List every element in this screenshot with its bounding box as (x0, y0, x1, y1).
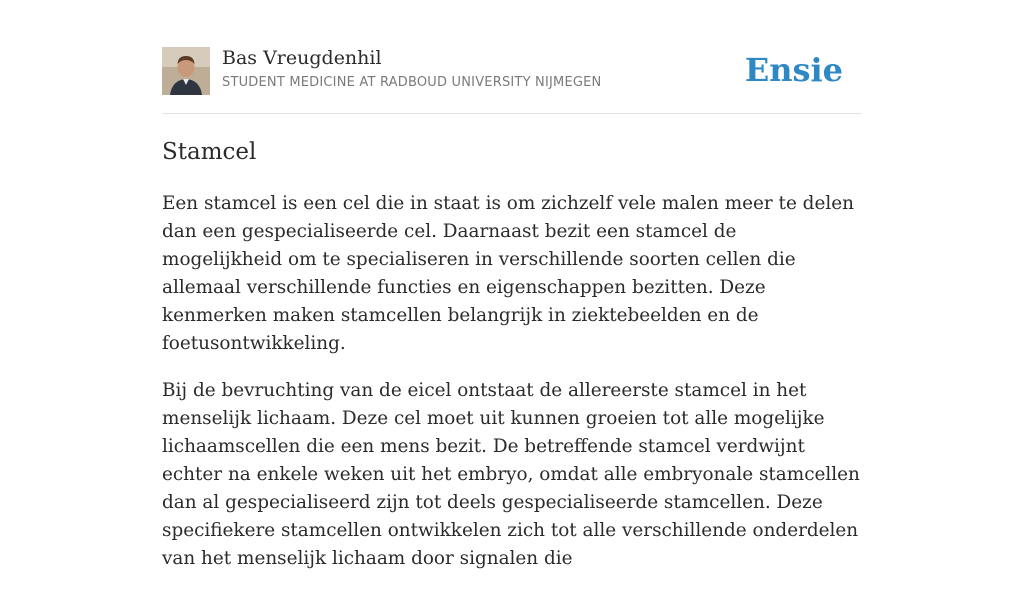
author-role: STUDENT MEDICINE AT RADBOUD UNIVERSITY NIJMEGEN (222, 75, 602, 90)
article-body (162, 190, 862, 592)
author-avatar[interactable] (162, 47, 210, 95)
author-name[interactable]: Bas Vreugdenhil (222, 47, 382, 69)
article-title: Stamcel (162, 139, 257, 165)
article-paragraph: Bij de bevruchting van de eicel ontstaat de allereerste stamcel in het menselijk lichaam. Deze cel moet uit kunnen groeien tot alle mogelijke lichaamscellen die een mens bezit. De betreffende stamcel verdwijnt echter na enkele weken uit het embryo, omdat alle embryonale stamcellen dan al gespecialiseerd zijn tot deels gespecialiseerde stamcellen. Deze specifiekere stamcellen ontwikkelen zich tot alle verschillende onderdelen van het menselijk lichaam door signalen die (162, 380, 860, 569)
article-paragraph: Een stamcel is een cel die in staat is om zichzelf vele malen meer te delen dan een gespecialiseerde cel. Daarnaast bezit een stamcel de mogelijkheid om te specialiseren in verschillende soorten cellen die allemaal verschillende functies en eigenschappen bezitten. Deze kenmerken maken stamcellen belangrijk in ziektebeelden en de foetusontwikkeling. (162, 193, 854, 354)
article-card (162, 47, 862, 569)
author-header (162, 47, 862, 95)
header-divider (162, 113, 862, 114)
brand-logo[interactable]: Ensie (744, 51, 843, 89)
person-avatar-icon (162, 47, 210, 95)
